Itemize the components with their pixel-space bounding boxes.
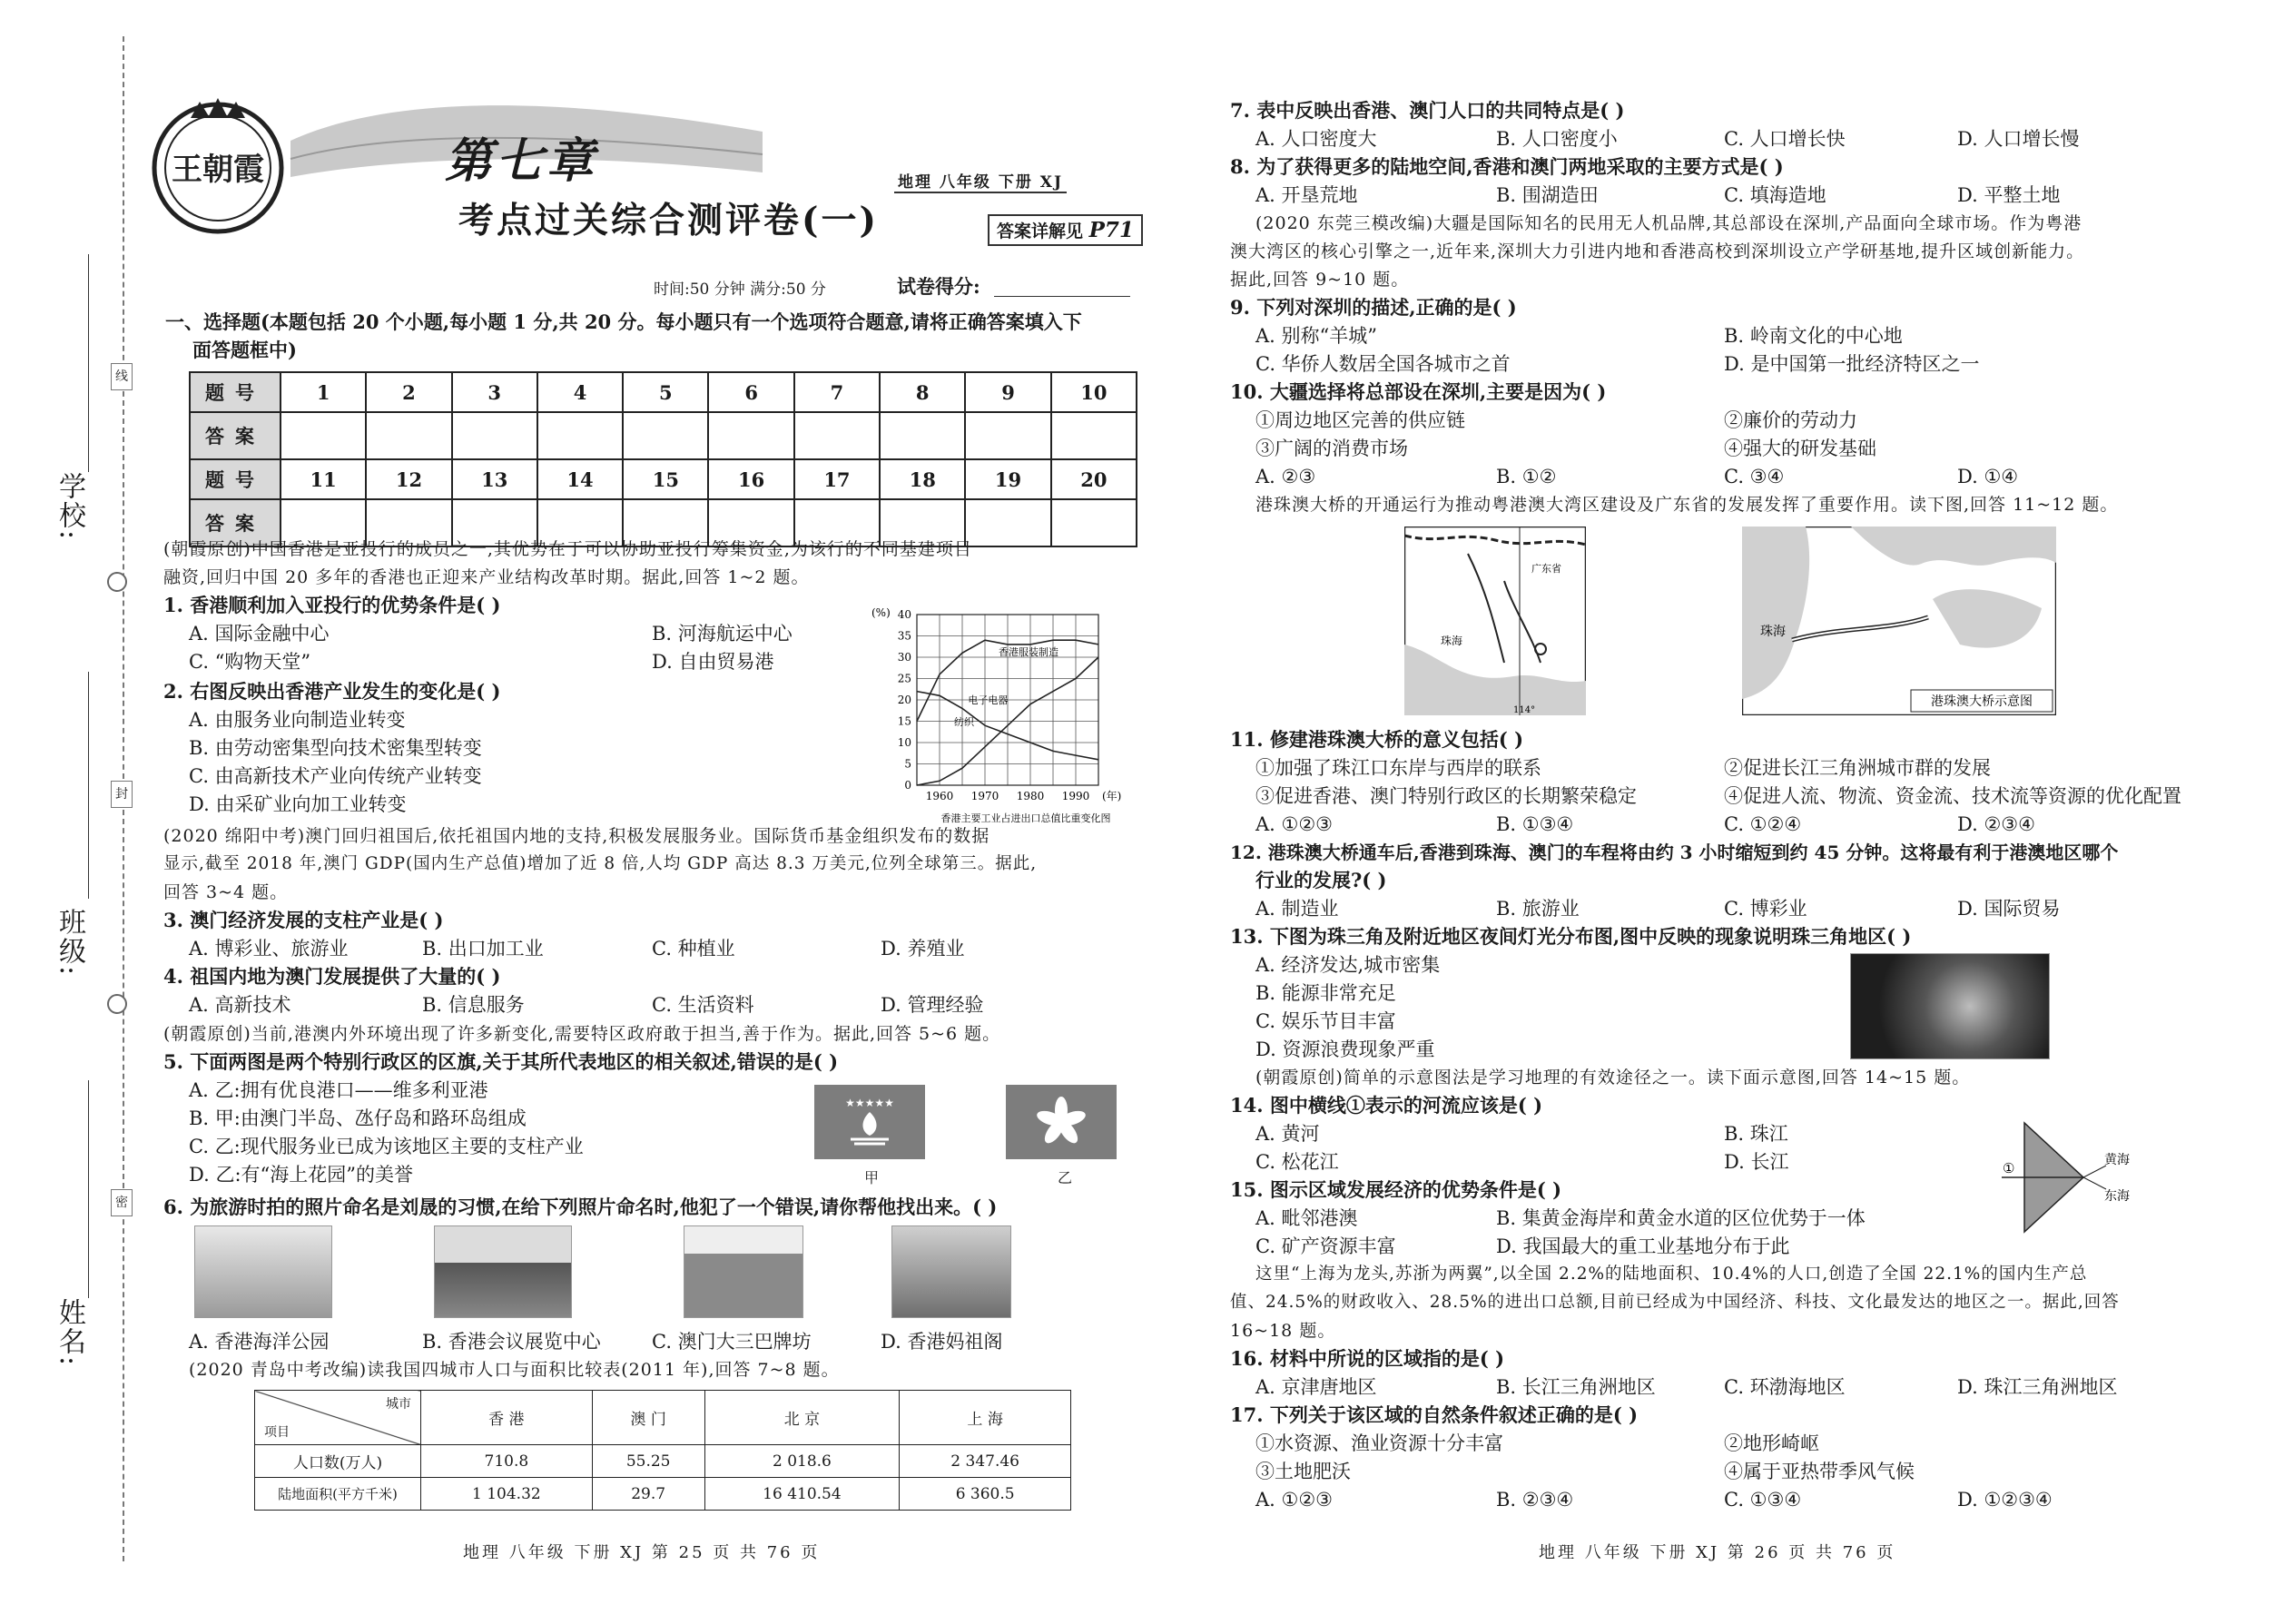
q16-option-b[interactable]: B. 长江三角洲地区	[1496, 1376, 1656, 1398]
bridge-map-caption: 港珠澳大桥示意图	[1931, 694, 2033, 709]
q10-item-1: ①周边地区完善的供应链	[1255, 409, 1465, 431]
q8-option-d[interactable]: D. 平整土地	[1957, 184, 2061, 206]
table-cell: 2 018.6	[704, 1445, 900, 1478]
industry-line-chart	[853, 595, 1153, 840]
grid-num: 16	[708, 459, 793, 499]
q17-item-1: ①水资源、渔业资源十分丰富	[1255, 1432, 1503, 1454]
q17-item-2: ②地形崎岖	[1724, 1432, 1819, 1454]
q5-option-a[interactable]: A. 乙:拥有优良港口——维多利亚港	[189, 1079, 488, 1101]
q8-option-b[interactable]: B. 围湖造田	[1496, 184, 1599, 206]
chart-ytick-label: 40	[897, 608, 911, 621]
material-5-line2: 澳大湾区的核心引擎之一,近年来,深圳大力引进内地和香港高校到深圳设立产学研基地,提升区域创新能力。	[1230, 241, 2085, 261]
material-8-line2: 值、24.5%的财政收入、28.5%的进出口总额,目前已经成为中国经济、科技、文化最发达的地区之一。据此,回答	[1230, 1293, 2120, 1312]
q2-option-c[interactable]: C. 由高新技术产业向传统产业转变	[189, 765, 482, 787]
q11-option-d[interactable]: D. ②③④	[1957, 813, 2035, 835]
grid-num: 15	[623, 459, 708, 499]
q10-item-4: ④强大的研发基础	[1724, 438, 1876, 459]
answer-cell[interactable]	[623, 412, 708, 459]
question-16: 16. 材料中所说的区域指的是( )	[1230, 1347, 1505, 1370]
q16-option-d[interactable]: D. 珠江三角洲地区	[1957, 1376, 2118, 1398]
q16-option-a[interactable]: A. 京津唐地区	[1255, 1376, 1377, 1398]
question-12-cont: 行业的发展?( )	[1255, 869, 1387, 891]
right-page	[1147, 0, 2294, 1624]
flag-label-jia: 甲	[864, 1169, 880, 1186]
q9-option-d[interactable]: D. 是中国第一批经济特区之一	[1724, 353, 1980, 375]
q10-option-c[interactable]: C. ③④	[1724, 466, 1785, 487]
material-2-line3: 回答 3~4 题。	[163, 882, 289, 902]
q9-option-a[interactable]: A. 别称“羊城”	[1255, 325, 1377, 347]
table-cell: 6 360.5	[900, 1478, 1071, 1511]
q9-option-c[interactable]: C. 华侨人数居全国各城市之首	[1255, 353, 1511, 375]
chart-ytick-label: 10	[897, 736, 911, 749]
q6-option-b[interactable]: B. 香港会议展览中心	[422, 1331, 601, 1353]
q6-option-d[interactable]: D. 香港妈祖阁	[881, 1331, 1003, 1353]
schematic-yellow-sea: 黄海	[2104, 1153, 2130, 1167]
q1-option-a[interactable]: A. 国际金融中心	[189, 623, 330, 645]
material-2-line2: 显示,截至 2018 年,澳门 GDP(国内生产总值)增加了近 8 倍,人均 GDP 高达 8.3 万美元,位列全球第三。据此,	[163, 854, 1038, 873]
q3-option-d[interactable]: D. 养殖业	[881, 938, 965, 960]
material-1-line2: 融资,回归中国 20 多年的香港也正迎来产业结构改革时期。据此,回答 1~2 题。	[163, 567, 810, 587]
school-line	[88, 254, 89, 472]
score-blank[interactable]	[994, 296, 1130, 297]
q10-option-b[interactable]: B. ①②	[1496, 466, 1557, 487]
answer-cell[interactable]	[708, 412, 793, 459]
q4-option-a[interactable]: A. 高新技术	[189, 994, 291, 1016]
logo-text: 王朝霞	[172, 152, 264, 188]
logo-seal	[141, 91, 295, 245]
grid-num: 5	[623, 372, 708, 412]
chart-ytick-label: 30	[897, 651, 911, 664]
q4-option-c[interactable]: C. 生活资料	[652, 994, 754, 1016]
q13-option-d[interactable]: D. 资源浪费现象严重	[1255, 1038, 1435, 1060]
material-5-line1: (2020 东莞三模改编)大疆是国际知名的民用无人机品牌,其总部设在深圳,产品面向全球市场。作为粤港	[1255, 213, 2082, 233]
cut-mark-1: 线	[111, 363, 133, 390]
answer-ref-box	[988, 214, 1143, 246]
chart-ylabel: (%)	[871, 606, 891, 619]
answer-cell[interactable]	[794, 412, 880, 459]
photo-ocean-park	[194, 1225, 332, 1318]
q15-option-a[interactable]: A. 毗邻港澳	[1255, 1207, 1358, 1229]
question-10: 10. 大疆选择将总部设在深圳,主要是因为( )	[1230, 380, 1607, 403]
q4-option-d[interactable]: D. 管理经验	[881, 994, 984, 1016]
grid-num: 3	[452, 372, 537, 412]
chart-ytick-label: 35	[897, 629, 911, 643]
q17-option-d[interactable]: D. ①②③④	[1957, 1489, 2053, 1511]
q17-option-c[interactable]: C. ①③④	[1724, 1489, 1802, 1511]
q6-option-c[interactable]: C. 澳门大三巴牌坊	[652, 1331, 812, 1353]
q11-item-1: ①加强了珠江口东岸与西岸的联系	[1255, 757, 1541, 779]
grid-num: 11	[281, 459, 366, 499]
grid-q-label: 题号	[190, 459, 281, 499]
chart-xtick-label: 1990	[1061, 790, 1090, 802]
q12-option-a[interactable]: A. 制造业	[1255, 898, 1339, 920]
q1-option-c[interactable]: C. “购物天堂”	[189, 651, 311, 673]
material-5-line3: 据此,回答 9~10 题。	[1230, 270, 1410, 290]
chart-xtick-label: 1970	[970, 790, 999, 802]
answer-cell[interactable]	[1051, 499, 1137, 546]
q9-option-b[interactable]: B. 岭南文化的中心地	[1724, 325, 1903, 347]
q11-item-2: ②促进长江三角洲城市群的发展	[1724, 757, 1991, 779]
q7-option-d[interactable]: D. 人口增长慢	[1957, 128, 2080, 150]
row-label: 陆地面积(平方千米)	[255, 1478, 421, 1511]
material-8-line3: 16~18 题。	[1230, 1321, 1336, 1341]
question-1: 1. 香港顺利加入亚投行的优势条件是( )	[163, 594, 501, 616]
material-6: 港珠澳大桥的开通运行为推动粤港澳大湾区建设及广东省的发展发挥了重要作用。读下图,回答 11~12 题。	[1255, 495, 2119, 515]
left-footer: 地理 八年级 下册 XJ 第 25 页 共 76 页	[463, 1543, 821, 1562]
answer-cell[interactable]	[537, 412, 623, 459]
cut-mark-2: 封	[111, 781, 133, 808]
map-longitude-label: 114°	[1513, 705, 1536, 715]
grid-num: 17	[794, 459, 880, 499]
corner-city: 城市	[386, 1397, 411, 1412]
q11-option-a[interactable]: A. ①②③	[1255, 813, 1333, 835]
question-5: 5. 下面两图是两个特别行政区的区旗,关于其所代表地区的相关叙述,错误的是( )	[163, 1050, 839, 1073]
corner-item: 项目	[264, 1425, 290, 1440]
q12-option-d[interactable]: D. 国际贸易	[1957, 898, 2061, 920]
question-13: 13. 下图为珠三角及附近地区夜间灯光分布图,图中反映的现象说明珠三角地区( )	[1230, 925, 1912, 948]
photo-a-ma-temple	[891, 1225, 1011, 1318]
q15-option-b[interactable]: B. 集黄金海岸和黄金水道的区位优势于一体	[1496, 1207, 1866, 1229]
grid-num: 6	[708, 372, 793, 412]
grid-num: 2	[366, 372, 451, 412]
question-14: 14. 图中横线①表示的河流应该是( )	[1230, 1094, 1543, 1117]
q3-option-a[interactable]: A. 博彩业、旅游业	[189, 938, 349, 960]
q3-option-c[interactable]: C. 种植业	[652, 938, 735, 960]
q2-option-b[interactable]: B. 由劳动密集型向技术密集型转变	[189, 737, 482, 759]
q6-option-a[interactable]: A. 香港海洋公园	[189, 1331, 330, 1353]
schematic-circle-1: ①	[2003, 1160, 2015, 1176]
chart-ytick-label: 0	[904, 779, 911, 792]
grid-num: 1	[281, 372, 366, 412]
chart-series-label: 电子电器	[968, 694, 1009, 706]
night-lights-image	[1850, 953, 2050, 1059]
bridge-map-zhuhai-label: 珠海	[1760, 625, 1786, 639]
grid-num: 12	[366, 459, 451, 499]
q7-option-a[interactable]: A. 人口密度大	[1255, 128, 1377, 150]
grid-num: 19	[965, 459, 1050, 499]
grid-q-label: 题号	[190, 372, 281, 412]
grid-num: 18	[880, 459, 965, 499]
course-tag: 地理 八年级 下册 XJ	[894, 169, 1067, 193]
q8-option-a[interactable]: A. 开垦荒地	[1255, 184, 1358, 206]
binding-margin	[0, 0, 127, 1624]
question-4: 4. 祖国内地为澳门发展提供了大量的( )	[163, 965, 501, 988]
bridge-schematic-map	[1742, 527, 2056, 715]
answer-cell[interactable]	[965, 412, 1050, 459]
q10-item-3: ③广阔的消费市场	[1255, 438, 1408, 459]
class-label: 班级:	[54, 908, 85, 978]
city-comparison-table	[254, 1390, 1071, 1511]
q7-option-b[interactable]: B. 人口密度小	[1496, 128, 1618, 150]
q12-option-b[interactable]: B. 旅游业	[1496, 898, 1580, 920]
grid-a-label: 答案	[190, 412, 281, 459]
section1-instruction-cont: 面答题框中)	[192, 339, 297, 361]
grid-num: 9	[965, 372, 1050, 412]
class-line	[88, 672, 89, 899]
q10-option-d[interactable]: D. ①④	[1957, 466, 2019, 487]
answer-ref-label: 答案详解见	[997, 221, 1084, 241]
hongkong-flag	[1006, 1085, 1117, 1159]
svg-text:★★★★★: ★★★★★	[845, 1097, 894, 1109]
flag-label-yi: 乙	[1058, 1169, 1073, 1186]
table-header: 北 京	[704, 1391, 900, 1445]
macau-flag	[814, 1085, 925, 1159]
answer-cell[interactable]	[965, 499, 1050, 546]
table-header: 香 港	[421, 1391, 593, 1445]
school-label: 学校:	[54, 472, 85, 542]
time-info: 时间:50 分钟 满分:50 分	[654, 281, 826, 299]
grid-num: 14	[537, 459, 623, 499]
answer-cell[interactable]	[452, 412, 537, 459]
grid-num: 20	[1051, 459, 1137, 499]
map-zhuhai-label: 珠海	[1441, 635, 1463, 647]
map-guangdong-label: 广东省	[1531, 563, 1561, 575]
question-15: 15. 图示区域发展经济的优势条件是( )	[1230, 1178, 1562, 1201]
delta-schematic	[1997, 1118, 2133, 1236]
table-cell: 710.8	[421, 1445, 593, 1478]
material-4: (2020 青岛中考改编)读我国四城市人口与面积比较表(2011 年),回答 7~8 题。	[189, 1360, 840, 1380]
question-2: 2. 右图反映出香港产业发生的变化是( )	[163, 680, 501, 703]
material-7: (朝霞原创)简单的示意图法是学习地理的有效途径之一。读下面示意图,回答 14~15 题。	[1255, 1068, 1971, 1088]
q11-option-c[interactable]: C. ①②④	[1724, 813, 1802, 835]
table-cell: 16 410.54	[704, 1478, 900, 1511]
chart-ytick-label: 15	[897, 714, 911, 728]
name-line	[88, 1080, 89, 1298]
chart-ytick-label: 5	[904, 757, 911, 771]
q17-option-b[interactable]: B. ②③④	[1496, 1489, 1574, 1511]
grid-a-label: 答案	[190, 499, 281, 546]
grid-num: 10	[1051, 372, 1137, 412]
question-9: 9. 下列对深圳的描述,正确的是( )	[1230, 296, 1517, 319]
q11-item-4: ④促进人流、物流、资金流、技术流等资源的优化配置	[1724, 785, 2181, 807]
q14-option-a[interactable]: A. 黄河	[1255, 1123, 1320, 1145]
answer-cell[interactable]	[281, 412, 366, 459]
photo-ruins-st-paul	[684, 1225, 803, 1318]
cut-mark-3: 密	[111, 1189, 133, 1216]
q13-option-a[interactable]: A. 经济发达,城市密集	[1255, 954, 1441, 976]
material-2-line1: (2020 绵阳中考)澳门回归祖国后,依托祖国内地的支持,积极发展服务业。国际货币基金组织发布的数据	[163, 826, 990, 846]
q15-option-d[interactable]: D. 我国最大的重工业基地分布于此	[1496, 1235, 1790, 1257]
q13-option-b[interactable]: B. 能源非常充足	[1255, 982, 1396, 1004]
table-header: 上 海	[900, 1391, 1071, 1445]
answer-grid	[189, 371, 1137, 547]
q4-option-b[interactable]: B. 信息服务	[422, 994, 525, 1016]
chart-ytick-label: 25	[897, 672, 911, 685]
q14-option-b[interactable]: B. 珠江	[1724, 1123, 1788, 1145]
chart-series-label: 纺织	[954, 716, 974, 729]
chart-caption: 香港主要工业占进出口总值比重变化图	[940, 812, 1111, 824]
q14-option-c[interactable]: C. 松花江	[1255, 1151, 1339, 1173]
q10-option-a[interactable]: A. ②③	[1255, 466, 1316, 487]
answer-cell[interactable]	[366, 412, 451, 459]
table-cell: 29.7	[592, 1478, 704, 1511]
photo-convention-centre	[434, 1225, 572, 1318]
chart-ytick-label: 20	[897, 694, 911, 706]
exam-title: 考点过关综合测评卷(一)	[458, 200, 879, 241]
grid-num: 8	[880, 372, 965, 412]
q17-item-4: ④属于亚热带季风气候	[1724, 1461, 1915, 1482]
q16-option-c[interactable]: C. 环渤海地区	[1724, 1376, 1846, 1398]
pearl-river-map	[1404, 527, 1586, 715]
question-3: 3. 澳门经济发展的支柱产业是( )	[163, 909, 444, 931]
chart-xtick-label: 1960	[925, 790, 954, 802]
q14-option-d[interactable]: D. 长江	[1724, 1151, 1789, 1173]
chapter-title: 第七章	[445, 133, 598, 189]
q17-item-3: ③土地肥沃	[1255, 1461, 1351, 1482]
binding-hole-1	[107, 572, 127, 592]
q2-option-d[interactable]: D. 由采矿业向加工业转变	[189, 793, 407, 815]
q17-option-a[interactable]: A. ①②③	[1255, 1489, 1333, 1511]
q11-item-3: ③促进香港、澳门特别行政区的长期繁荣稳定	[1255, 785, 1637, 807]
grid-num: 13	[452, 459, 537, 499]
question-12: 12. 港珠澳大桥通车后,香港到珠海、澳门的车程将由约 3 小时缩短到约 45 分钟。这将最有利于港澳地区哪个	[1230, 842, 2119, 863]
right-footer: 地理 八年级 下册 XJ 第 26 页 共 76 页	[1539, 1543, 1896, 1562]
material-8-line1: 这里“上海为龙头,苏浙为两翼”,以全国 2.2%的陆地面积、10.4%的人口,创造了全国 22.1%的国内生产总	[1255, 1265, 2088, 1284]
grid-num: 7	[794, 372, 880, 412]
q10-item-2: ②廉价的劳动力	[1724, 409, 1857, 431]
q15-option-c[interactable]: C. 矿产资源丰富	[1255, 1235, 1396, 1257]
table-cell: 2 347.46	[900, 1445, 1071, 1478]
table-corner	[255, 1391, 421, 1445]
question-7: 7. 表中反映出香港、澳门人口的共同特点是( )	[1230, 99, 1625, 122]
material-1-line1: (朝霞原创)中国香港是亚投行的成员之一,其优势在于可以协助亚投行筹集资金,为该行的不同基建项目	[163, 539, 972, 559]
q12-option-c[interactable]: C. 博彩业	[1724, 898, 1807, 920]
table-cell: 55.25	[592, 1445, 704, 1478]
material-3: (朝霞原创)当前,港澳内外环境出现了许多新变化,需要特区政府敢于担当,善于作为。据此,回答 5~6 题。	[163, 1024, 1001, 1044]
q5-option-b[interactable]: B. 甲:由澳门半岛、氹仔岛和路环岛组成	[189, 1107, 527, 1129]
chart-series-label: 香港服装制造	[999, 646, 1058, 659]
chart-xlabel: (年)	[1102, 790, 1122, 802]
answer-cell[interactable]	[1051, 412, 1137, 459]
name-label: 姓名:	[54, 1298, 85, 1368]
table-cell: 1 104.32	[421, 1478, 593, 1511]
question-8: 8. 为了获得更多的陆地空间,香港和澳门两地采取的主要方式是( )	[1230, 155, 1784, 178]
q13-option-c[interactable]: C. 娱乐节目丰富	[1255, 1010, 1396, 1032]
question-17: 17. 下列关于该区域的自然条件叙述正确的是( )	[1230, 1403, 1639, 1426]
row-label: 人口数(万人)	[255, 1445, 421, 1478]
q5-option-d[interactable]: D. 乙:有“海上花园”的美誉	[189, 1164, 413, 1186]
question-11: 11. 修建港珠澳大桥的意义包括( )	[1230, 728, 1524, 751]
q5-option-c[interactable]: C. 乙:现代服务业已成为该地区主要的支柱产业	[189, 1136, 584, 1157]
chart-xtick-label: 1980	[1016, 790, 1045, 802]
question-6: 6. 为旅游时拍的照片命名是刘晟的习惯,在给下列照片命名时,他犯了一个错误,请你帮他找出来。( )	[163, 1196, 998, 1218]
grid-num: 4	[537, 372, 623, 412]
table-header: 澳 门	[592, 1391, 704, 1445]
q2-option-a[interactable]: A. 由服务业向制造业转变	[189, 709, 406, 731]
answer-ref-page: P71	[1088, 218, 1134, 242]
q1-option-b[interactable]: B. 河海航运中心	[652, 623, 793, 645]
section1-instruction: 一、选择题(本题包括 20 个小题,每小题 1 分,共 20 分。每小题只有一个选项符合题意,请将正确答案填入下	[165, 310, 1082, 333]
q7-option-c[interactable]: C. 人口增长快	[1724, 128, 1846, 150]
q11-option-b[interactable]: B. ①③④	[1496, 813, 1574, 835]
q1-option-d[interactable]: D. 自由贸易港	[652, 651, 774, 673]
score-label: 试卷得分:	[897, 275, 980, 298]
binding-hole-2	[107, 994, 127, 1014]
answer-cell[interactable]	[880, 412, 965, 459]
schematic-east-sea: 东海	[2104, 1189, 2130, 1204]
q3-option-b[interactable]: B. 出口加工业	[422, 938, 544, 960]
q8-option-c[interactable]: C. 填海造地	[1724, 184, 1826, 206]
